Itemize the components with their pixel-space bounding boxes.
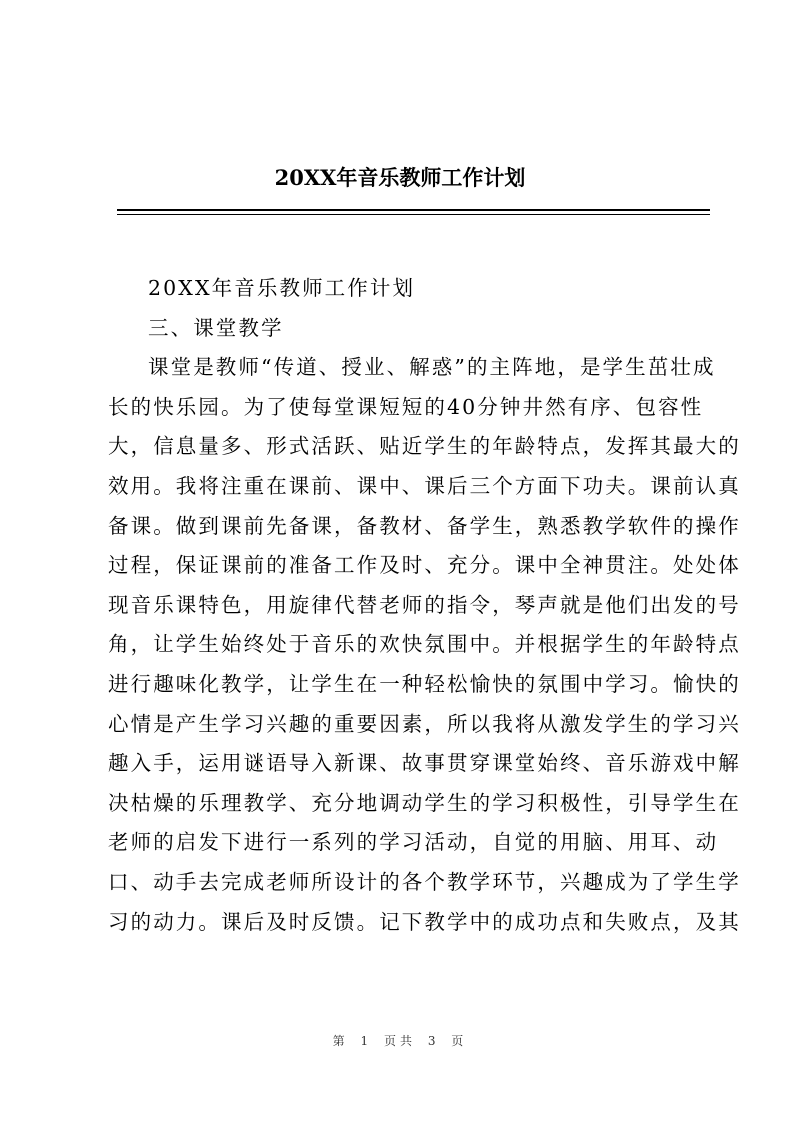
body-line: 三、课堂教学 [148, 315, 284, 340]
body-line: 进行趣味化教学，让学生在一种轻松愉快的氛围中学习。愉快的 [108, 671, 741, 696]
body-line: 习的动力。课后及时反馈。记下教学中的成功点和失败点，及其 [108, 909, 741, 934]
body-line: 口、动手去完成老师所设计的各个教学环节，兴趣成为了学生学 [108, 869, 741, 894]
title-underline-thick [117, 209, 710, 211]
page-label-mid: 页共 [383, 1034, 416, 1048]
page-label-suffix: 页 [451, 1034, 468, 1048]
body-line: 课堂是教师“传道、授业、解惑”的主阵地，是学生茁壮成 [148, 355, 716, 380]
body-line: 角，让学生始终处于音乐的欢快氛围中。并根据学生的年龄特点 [108, 632, 741, 657]
body-line: 趣入手，运用谜语导入新课、故事贯穿课堂始终、音乐游戏中解 [108, 751, 741, 776]
body-line: 决枯燥的乐理教学、充分地调动学生的学习积极性，引导学生在 [108, 790, 741, 815]
body-line: 老师的启发下进行一系列的学习活动，自觉的用脑、用耳、动 [108, 830, 719, 855]
body-line: 现音乐课特色，用旋律代替老师的指令，琴声就是他们出发的号 [108, 592, 741, 617]
page-current: 1 [360, 1034, 373, 1048]
page-total: 3 [427, 1034, 440, 1048]
body-line: 效用。我将注重在课前、课中、课后三个方面下功夫。课前认真 [108, 473, 741, 498]
body-line: 过程，保证课前的准备工作及时、充分。课中全神贯注。处处体 [108, 553, 741, 578]
document-title: 20XX年音乐教师工作计划 [274, 165, 526, 190]
title-underline-thin [117, 214, 710, 215]
body-line: 大，信息量多、形式活跃、贴近学生的年龄特点，发挥其最大的 [108, 434, 741, 459]
page-label-prefix: 第 [332, 1034, 349, 1048]
body-line: 备课。做到课前先备课，备教材、备学生，熟悉教学软件的操作 [108, 513, 741, 538]
body-line: 20XX年音乐教师工作计划 [148, 276, 416, 300]
page-footer [0, 1032, 800, 1049]
body-line: 心情是产生学习兴趣的重要因素，所以我将从激发学生的学习兴 [108, 711, 741, 736]
document-body [108, 269, 741, 942]
body-line: 长的快乐园。为了使每堂课短短的40分钟井然有序、包容性 [108, 394, 704, 419]
